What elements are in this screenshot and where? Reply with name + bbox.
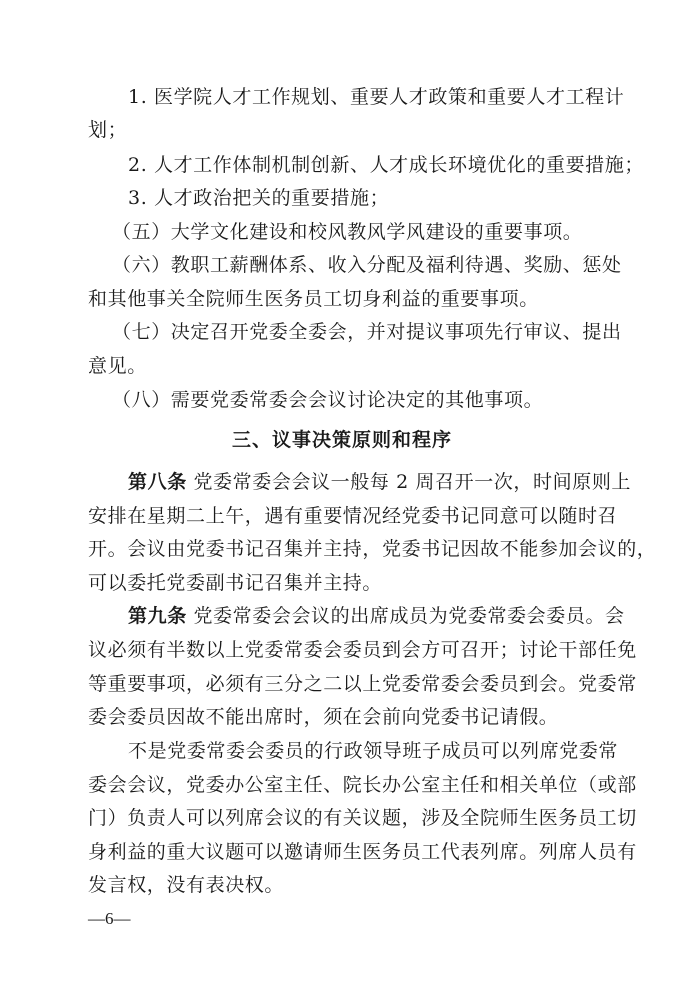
article-9-line-4: 委会委员因故不能出席时，须在会前向党委书记请假。 xyxy=(88,706,559,728)
item-5: （五）大学文化建设和校风教风学风建设的重要事项。 xyxy=(112,221,583,243)
item-7-line-2: 意见。 xyxy=(88,355,147,377)
paragraph-line-2: 委会会议，党委办公室主任、院长办公室主任和相关单位（或部 xyxy=(88,774,637,796)
article-9-label: 第九条 xyxy=(128,605,187,627)
paragraph-line-3: 门）负责人可以列席会议的有关议题，涉及全院师生医务员工切 xyxy=(88,807,637,829)
article-8-line-3: 开。会议由党委书记召集并主持，党委书记因故不能参加会议的， xyxy=(88,538,657,560)
page-number: —6— xyxy=(88,909,131,928)
item-7-line-1: （七）决定召开党委全委会，并对提议事项先行审议、提出 xyxy=(112,321,622,343)
item-1-line-2: 划； xyxy=(88,119,128,141)
article-8-text-1: 党委常委会会议一般每 2 周召开一次，时间原则上 xyxy=(193,471,632,493)
article-8-line-1 xyxy=(0,470,684,494)
item-1-line-1: 1. 医学院人才工作规划、重要人才政策和重要人才工程计 xyxy=(128,86,625,108)
article-8-line-4: 可以委托党委副书记召集并主持。 xyxy=(88,572,383,594)
article-9-line-2: 议必须有半数以上党委常委会委员到会方可召开；讨论干部任免 xyxy=(88,639,637,661)
article-9-text-1: 党委常委会会议的出席成员为党委常委会委员。会 xyxy=(193,605,625,627)
article-8-line-2: 安排在星期二上午，遇有重要情况经党委书记同意可以随时召 xyxy=(88,505,618,527)
section-heading: 三、议事决策原则和程序 xyxy=(231,429,452,451)
item-3: 3. 人才政治把关的重要措施； xyxy=(128,187,390,209)
item-6-line-1: （六）教职工薪酬体系、收入分配及福利待遇、奖励、惩处 xyxy=(112,254,622,276)
paragraph-line-4: 身利益的重大议题可以邀请师生医务员工代表列席。列席人员有 xyxy=(88,841,637,863)
item-6-line-2: 和其他事关全院师生医务员工切身利益的重要事项。 xyxy=(88,288,539,310)
article-9-line-1 xyxy=(0,604,684,628)
paragraph-line-1: 不是党委常委会委员的行政领导班子成员可以列席党委常 xyxy=(128,740,619,762)
item-8: （八）需要党委常委会会议讨论决定的其他事项。 xyxy=(112,389,544,411)
article-9-line-3: 等重要事项，必须有三分之二以上党委常委会委员到会。党委常 xyxy=(88,673,637,695)
paragraph-line-5: 发言权，没有表决权。 xyxy=(88,874,285,896)
item-2: 2. 人才工作体制机制创新、人才成长环境优化的重要措施； xyxy=(128,154,644,176)
article-8-label: 第八条 xyxy=(128,471,187,493)
